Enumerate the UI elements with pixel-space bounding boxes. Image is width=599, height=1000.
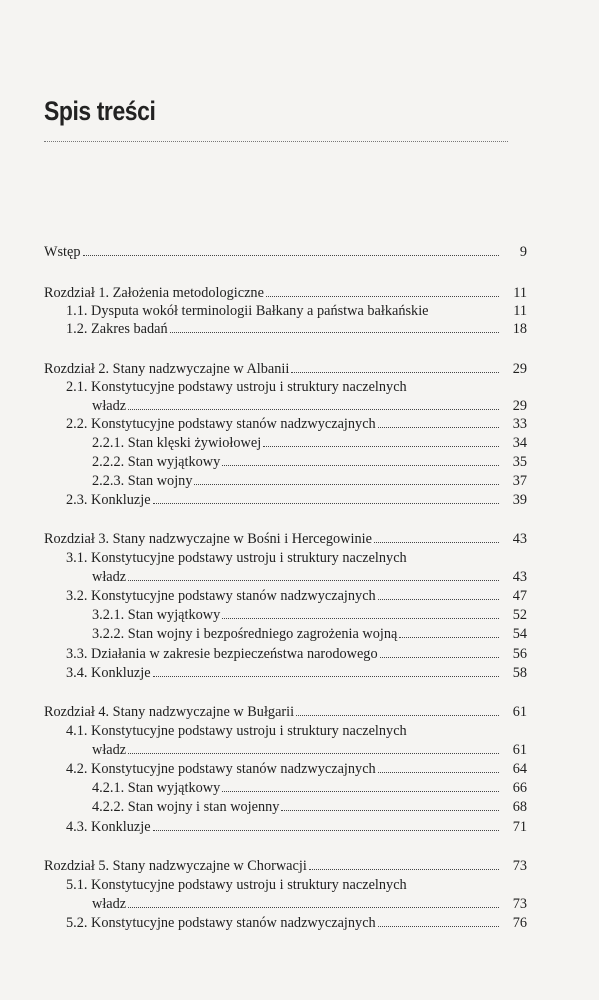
dot-leader: [128, 571, 499, 581]
toc-entry-title: 2.3. Konkluzje: [66, 492, 151, 508]
dot-leader: [281, 801, 499, 811]
dot-leader: [296, 706, 499, 716]
dot-leader: [153, 494, 499, 504]
dot-leader: [222, 782, 499, 792]
toc-entry-title: władz: [92, 569, 127, 585]
toc-entry-page: 9: [519, 244, 527, 260]
toc-entry-chapter-2: [44, 360, 527, 378]
toc-entry-title: Rozdział 1. Założenia metodologiczne: [44, 285, 264, 301]
toc-entry-title: 3.2.2. Stan wojny i bezpośredniego zagrożenia wojną: [92, 626, 398, 642]
toc-entry-page: 29: [512, 361, 527, 377]
toc-entry-title: 3.2. Konstytucyjne podstawy stanów nadzwyczajnych: [66, 588, 376, 604]
toc-entry-title: władz: [92, 896, 127, 912]
toc-entry-2-2-2: [92, 453, 527, 471]
toc-entry-2-3: [66, 491, 527, 509]
dot-leader: [128, 400, 499, 410]
toc-entry-5-2: [66, 914, 527, 932]
toc-entry-page: 56: [512, 646, 527, 662]
dot-leader: [399, 628, 499, 638]
toc-entry-title: 4.2.1. Stan wyjątkowy: [92, 780, 221, 796]
toc-entry-4-3: [66, 818, 527, 836]
dot-leader: [170, 323, 499, 333]
dot-leader: [380, 648, 499, 658]
toc-entry-page: 76: [512, 915, 527, 931]
toc-entry-page: 71: [512, 819, 527, 835]
toc-entry-page: 58: [512, 665, 527, 681]
toc-entry-4-2-1: [92, 779, 527, 797]
toc-entry-chapter-3: [44, 530, 527, 548]
toc-entry-title: 2.2.1. Stan klęski żywiołowej: [92, 435, 262, 451]
toc-entry-title: 1.2. Zakres badań: [66, 321, 168, 337]
dot-leader: [263, 437, 499, 447]
toc-entry-title: władz: [92, 398, 127, 414]
toc-entry-page: 29: [512, 398, 527, 414]
toc-entry-title: Wstęp: [44, 244, 81, 260]
toc-entry-title: 1.1. Dysputa wokół terminologii Bałkany a państwa bałkańskie: [66, 303, 429, 319]
toc-entry-title: Rozdział 4. Stany nadzwyczajne w Bułgarii: [44, 704, 295, 720]
dot-leader: [309, 860, 499, 870]
toc-entry-page: 64: [512, 761, 527, 777]
toc-entry-page: 61: [512, 742, 527, 758]
dot-leader: [222, 456, 499, 466]
toc-entry-4-2-2: [92, 798, 527, 816]
toc-entry-4-2: [66, 760, 527, 778]
toc-entry-3-1: [92, 568, 527, 586]
dot-leader: [291, 363, 499, 373]
toc-entry-chapter-1: [44, 284, 527, 302]
dot-leader: [266, 287, 499, 297]
dot-leader: [222, 609, 499, 619]
toc-entry-5-1-line1: 5.1. Konstytucyjne podstawy ustroju i struktury naczelnych: [66, 877, 407, 893]
toc-entry-1-1: [66, 302, 527, 320]
toc-entry-title: Rozdział 5. Stany nadzwyczajne w Chorwacji: [44, 858, 307, 874]
toc-entry-title: 3.4. Konkluzje: [66, 665, 151, 681]
toc-entry-title: 3.3. Działania w zakresie bezpieczeństwa narodowego: [66, 646, 378, 662]
dot-leader: [378, 590, 499, 600]
toc-entry-wstep: [44, 243, 527, 261]
toc-entry-page: 34: [512, 435, 527, 451]
toc-entry-title: 2.2.2. Stan wyjątkowy: [92, 454, 221, 470]
toc-entry-title: 2.2. Konstytucyjne podstawy stanów nadzwyczajnych: [66, 416, 376, 432]
toc-entry-page: 43: [512, 531, 527, 547]
toc-entry-3-2-2: [92, 625, 527, 643]
toc-entry-1-2: [66, 320, 527, 338]
toc-entry-4-1-line1: 4.1. Konstytucyjne podstawy ustroju i struktury naczelnych: [66, 723, 407, 739]
toc-entry-page: 11: [513, 303, 527, 319]
toc-entry-title: 4.3. Konkluzje: [66, 819, 151, 835]
dot-leader: [153, 821, 499, 831]
toc-entry-2-2-3: [92, 472, 527, 490]
toc-entry-page: 73: [512, 858, 527, 874]
toc-entry-title: Rozdział 2. Stany nadzwyczajne w Albanii: [44, 361, 290, 377]
toc-entry-page: 52: [512, 607, 527, 623]
toc-entry-page: 66: [512, 780, 527, 796]
dot-leader: [194, 475, 499, 485]
toc-entry-page: 54: [512, 626, 527, 642]
toc-entry-title: władz: [92, 742, 127, 758]
toc-entry-page: 39: [512, 492, 527, 508]
toc-entry-page: 47: [512, 588, 527, 604]
toc-entry-page: 33: [512, 416, 527, 432]
toc-entry-5-1: [92, 895, 527, 913]
toc-entry-page: 37: [512, 473, 527, 489]
toc-entry-page: 43: [512, 569, 527, 585]
toc-entry-title: 5.2. Konstytucyjne podstawy stanów nadzwyczajnych: [66, 915, 376, 931]
toc-entry-3-3: [66, 645, 527, 663]
page-title: Spis treści: [44, 96, 156, 126]
toc-entry-2-1-line1: 2.1. Konstytucyjne podstawy ustroju i struktury naczelnych: [66, 379, 407, 395]
dot-leader: [83, 246, 499, 256]
dot-leader: [378, 763, 499, 773]
toc-entry-page: 35: [512, 454, 527, 470]
toc-entry-2-2: [66, 415, 527, 433]
toc-entry-3-2: [66, 587, 527, 605]
toc-entry-page: 18: [512, 321, 527, 337]
dot-leader: [378, 418, 499, 428]
toc-entry-4-1: [92, 741, 527, 759]
toc-entry-title: 2.2.3. Stan wojny: [92, 473, 193, 489]
toc-entry-2-2-1: [92, 434, 527, 452]
toc-entry-page: 68: [512, 799, 527, 815]
toc-entry-3-4: [66, 664, 527, 682]
toc-entry-3-2-1: [92, 606, 527, 624]
toc-entry-page: 11: [513, 285, 527, 301]
toc-entry-title: Rozdział 3. Stany nadzwyczajne w Bośni i Hercegowinie: [44, 531, 372, 547]
title-divider: [44, 141, 508, 142]
dot-leader: [378, 917, 499, 927]
toc-entry-chapter-5: [44, 857, 527, 875]
dot-leader: [374, 533, 499, 543]
toc-entry-title: 4.2. Konstytucyjne podstawy stanów nadzwyczajnych: [66, 761, 376, 777]
dot-leader: [128, 898, 499, 908]
toc-entry-title: 4.2.2. Stan wojny i stan wojenny: [92, 799, 280, 815]
toc-entry-3-1-line1: 3.1. Konstytucyjne podstawy ustroju i struktury naczelnych: [66, 550, 407, 566]
toc-entry-chapter-4: [44, 703, 527, 721]
dot-leader: [153, 667, 499, 677]
dot-leader: [128, 744, 499, 754]
toc-entry-page: 73: [512, 896, 527, 912]
toc-entry-page: 61: [512, 704, 527, 720]
toc-entry-title: 3.2.1. Stan wyjątkowy: [92, 607, 221, 623]
toc-entry-2-1: [92, 397, 527, 415]
